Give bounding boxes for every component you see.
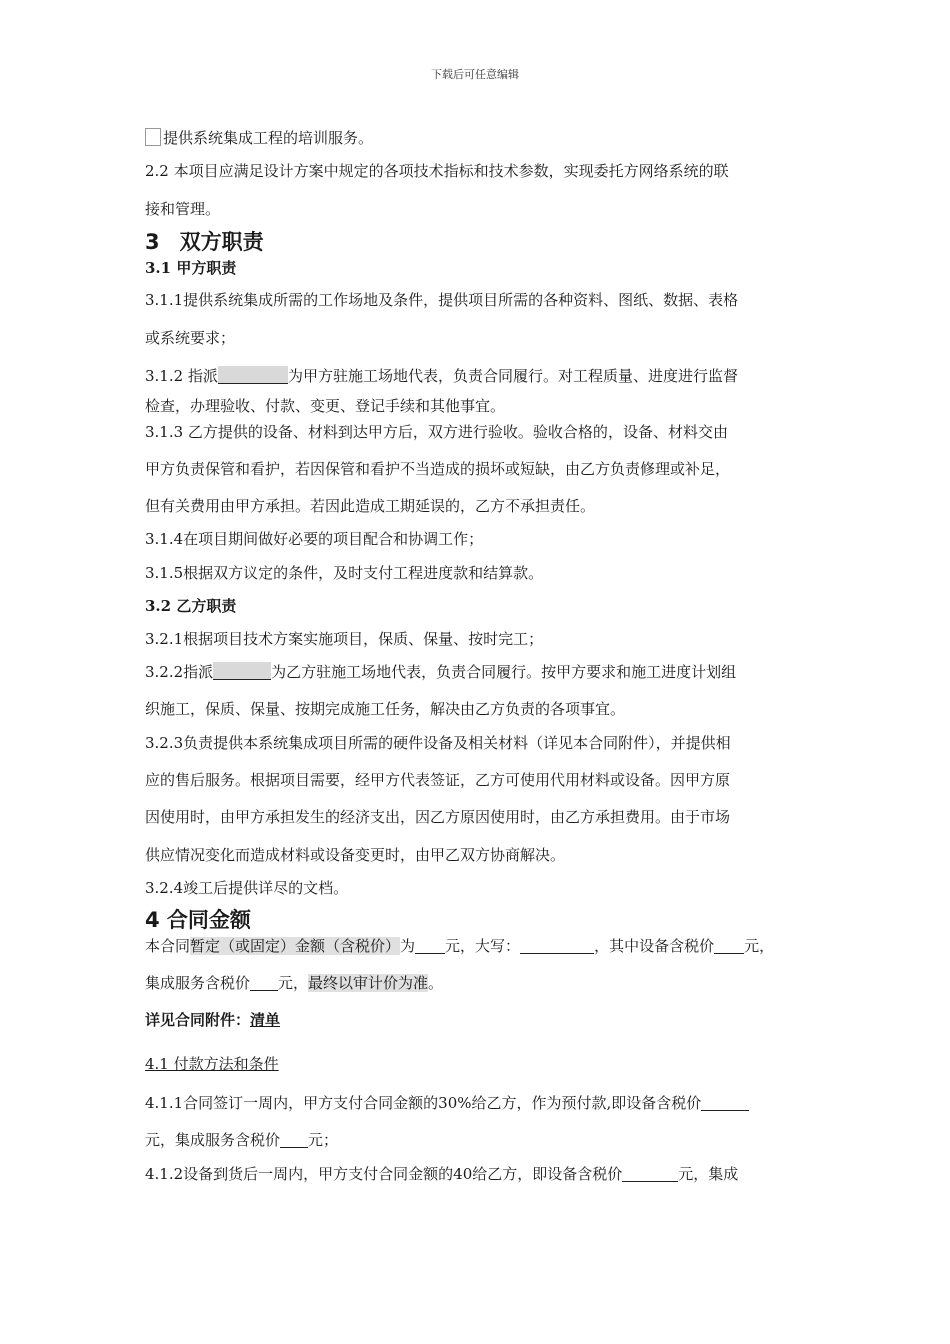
text: 元， — [744, 937, 775, 955]
text: 3.2.2指派 — [145, 663, 214, 681]
paragraph-3-1-2-cont: 检查，办理验收、付款、变更、登记手续和其他事宜。 — [145, 397, 506, 415]
text: 。 — [428, 974, 444, 992]
paragraph-3-2-1: 3.2.1根据项目技术方案实施项目，保质、保量、按时完工； — [145, 630, 544, 648]
heading-number: 3 — [145, 230, 160, 254]
fill-blank[interactable] — [622, 1165, 678, 1182]
highlighted-text: 暂定（或固定）金额（含税价） — [190, 937, 401, 955]
text: 本合同 — [145, 937, 191, 955]
paragraph-3-2-2 — [145, 662, 815, 682]
text: 3.1.2 指派 — [145, 367, 218, 385]
fill-blank[interactable] — [701, 1094, 749, 1111]
text: 4.1.2设备到货后一周内，甲方支付合同金额的40给乙方，即设备含税价 — [145, 1165, 623, 1183]
text: 元， — [278, 974, 309, 992]
paragraph-4-1-1-cont — [145, 1130, 815, 1150]
paragraph-2-2-cont: 接和管理。 — [145, 200, 221, 218]
paragraph-3-2-4: 3.2.4竣工后提供详尽的文档。 — [145, 879, 349, 897]
checkbox[interactable] — [145, 128, 161, 146]
fill-blank[interactable] — [280, 1131, 308, 1148]
paragraph-3-2-3: 3.2.3负责提供本系统集成项目所需的硬件设备及相关材料（详见本合同附件），并提供相 — [145, 734, 731, 752]
paragraph-3-1-3-cont1: 甲方负责保管和看护，若因保管和看护不当造成的损坏或短缺，由乙方负责修理或补足， — [145, 460, 731, 478]
fill-blank[interactable] — [714, 937, 744, 954]
heading-3-1: 3.1 甲方职责 — [145, 259, 237, 277]
paragraph-3-1-1-cont: 或系统要求； — [145, 329, 236, 347]
paragraph-training — [145, 128, 815, 148]
text: ，其中设备含税价 — [594, 937, 715, 955]
paragraph-3-1-2 — [145, 366, 815, 386]
page-header: 下载后可任意编辑 — [431, 68, 519, 81]
text: 提供系统集成工程的培训服务。 — [163, 129, 374, 147]
paragraph-3-2-2-cont: 织施工，保质、保量、按期完成施工任务，解决由乙方负责的各项事宜。 — [145, 700, 626, 718]
paragraph-3-1-3-cont2: 但有关费用由甲方承担。若因此造成工期延误的，乙方不承担责任。 — [145, 497, 596, 515]
highlighted-text: 最终以审计价为准 — [308, 974, 429, 992]
paragraph-3-1-4: 3.1.4在项目期间做好必要的项目配合和协调工作； — [145, 530, 484, 548]
fill-blank[interactable] — [250, 974, 278, 991]
paragraph-3-2-3-cont2: 因使用时，由甲方承担发生的经济支出，因乙方原因使用时，由乙方承担费用。由于市场 — [145, 808, 731, 826]
heading-4-1: 4.1 付款方法和条件 — [145, 1055, 279, 1073]
text: 为 — [400, 937, 416, 955]
paragraph-4-amount-cont — [145, 973, 815, 993]
text: 元，集成 — [678, 1165, 739, 1183]
text: 为乙方驻施工场地代表，负责合同履行。按甲方要求和施工进度计划组 — [271, 663, 737, 681]
fill-blank[interactable] — [415, 937, 445, 954]
heading-3 — [145, 229, 264, 255]
paragraph-3-1-1: 3.1.1提供系统集成所需的工作场地及条件，提供项目所需的各种资料、图纸、数据、表格 — [145, 291, 739, 309]
text: 元，集成服务含税价 — [145, 1131, 281, 1149]
paragraph-3-1-5: 3.1.5根据双方议定的条件，及时支付工程进度款和结算款。 — [145, 564, 544, 582]
heading-3-2: 3.2 乙方职责 — [145, 597, 237, 615]
paragraph-4-amount — [145, 936, 815, 956]
heading-4: 4 合同金额 — [145, 908, 251, 932]
text: 元，大写： — [445, 937, 521, 955]
text: 为甲方驻施工场地代表，负责合同履行。对工程质量、进度进行监督 — [287, 367, 738, 385]
paragraph-3-2-3-cont3: 供应情况变化而造成材料或设备变更时，由甲乙双方协商解决。 — [145, 846, 566, 864]
attachment-link[interactable]: 清单 — [250, 1011, 281, 1029]
text: 集成服务含税价 — [145, 974, 251, 992]
paragraph-2-2: 2.2 本项目应满足设计方案中规定的各项技术指标和技术参数，实现委托方网络系统的联 — [145, 162, 729, 180]
text: 元； — [308, 1131, 339, 1149]
text: 4.1.1合同签订一周内，甲方支付合同金额的30%给乙方，作为预付款,即设备含税价 — [145, 1094, 702, 1112]
paragraph-4-1-1 — [145, 1093, 815, 1113]
fill-blank[interactable] — [520, 937, 594, 954]
fill-blank[interactable] — [218, 366, 288, 384]
paragraph-3-2-3-cont1: 应的售后服务。根据项目需要，经甲方代表签证，乙方可使用代用材料或设备。因甲方原 — [145, 771, 731, 789]
fill-blank[interactable] — [213, 662, 271, 680]
heading-title: 双方职责 — [179, 230, 264, 254]
text: 详见合同附件： — [145, 1011, 251, 1029]
paragraph-3-1-3: 3.1.3 乙方提供的设备、材料到达甲方后，双方进行验收。验收合格的，设备、材料交由 — [145, 423, 728, 441]
attachment-line — [145, 1010, 280, 1030]
paragraph-4-1-2 — [145, 1164, 815, 1184]
